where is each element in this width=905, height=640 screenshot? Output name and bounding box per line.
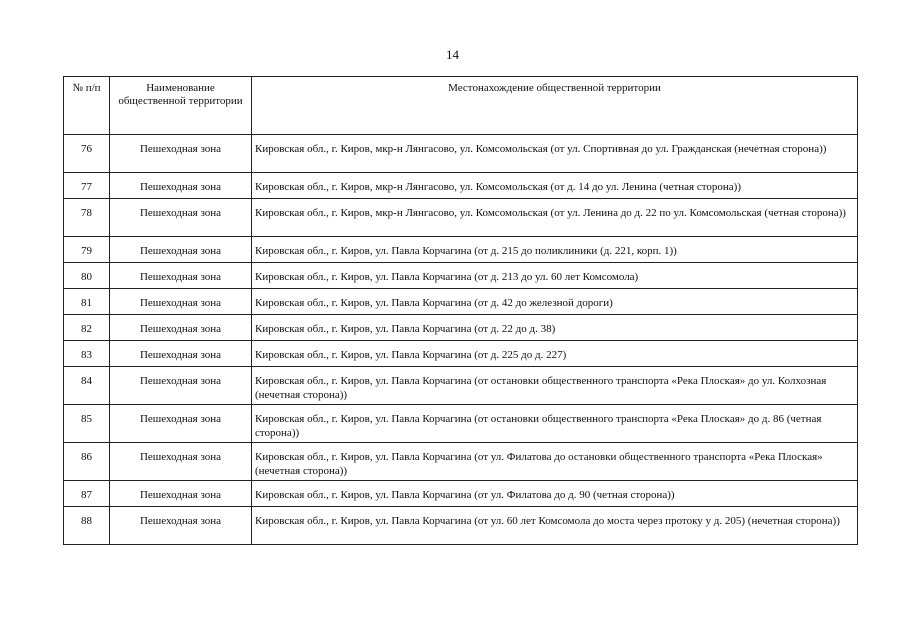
table-row <box>64 263 858 289</box>
row-number: 88 <box>64 507 110 545</box>
row-location: Кировская обл., г. Киров, ул. Павла Корчагина (от ул. Филатова до д. 90 (четная сторона)) <box>252 481 858 507</box>
row-name: Пешеходная зона <box>110 481 252 507</box>
row-number: 85 <box>64 405 110 443</box>
row-name: Пешеходная зона <box>110 443 252 481</box>
row-location: Кировская обл., г. Киров, ул. Павла Корчагина (от д. 225 до д. 227) <box>252 341 858 367</box>
table-row <box>64 237 858 263</box>
row-name: Пешеходная зона <box>110 263 252 289</box>
table-row <box>64 405 858 443</box>
row-location: Кировская обл., г. Киров, ул. Павла Корчагина (от ул. Филатова до остановки общественного транспорта «Река Плоская» (нечетная сторона)) <box>252 443 858 481</box>
row-number: 82 <box>64 315 110 341</box>
row-name: Пешеходная зона <box>110 367 252 405</box>
table-row <box>64 315 858 341</box>
row-name: Пешеходная зона <box>110 199 252 237</box>
row-number: 80 <box>64 263 110 289</box>
row-location: Кировская обл., г. Киров, мкр-н Лянгасово, ул. Комсомольская (от ул. Спортивная до ул. Гражданская (нечетная сторона)) <box>252 135 858 173</box>
row-location: Кировская обл., г. Киров, ул. Павла Корчагина (от ул. 60 лет Комсомола до моста через протоку у д. 205) (нечетная сторона)) <box>252 507 858 545</box>
row-location: Кировская обл., г. Киров, ул. Павла Корчагина (от д. 213 до ул. 60 лет Комсомола) <box>252 263 858 289</box>
row-name: Пешеходная зона <box>110 507 252 545</box>
table-row <box>64 341 858 367</box>
row-location: Кировская обл., г. Киров, ул. Павла Корчагина (от д. 215 до поликлиники (д. 221, корп. 1)) <box>252 237 858 263</box>
row-location: Кировская обл., г. Киров, ул. Павла Корчагина (от остановки общественного транспорта «Река Плоская» до ул. Колхозная (нечетная сторона)) <box>252 367 858 405</box>
row-number: 87 <box>64 481 110 507</box>
row-name: Пешеходная зона <box>110 173 252 199</box>
header-row <box>64 77 858 135</box>
table-row <box>64 173 858 199</box>
page-number: 14 <box>446 47 459 62</box>
row-number: 79 <box>64 237 110 263</box>
row-name: Пешеходная зона <box>110 135 252 173</box>
header-number: № п/п <box>64 77 110 135</box>
table-row <box>64 367 858 405</box>
row-name: Пешеходная зона <box>110 405 252 443</box>
row-name: Пешеходная зона <box>110 289 252 315</box>
row-number: 77 <box>64 173 110 199</box>
table-row <box>64 199 858 237</box>
table-row <box>64 135 858 173</box>
row-number: 86 <box>64 443 110 481</box>
row-location: Кировская обл., г. Киров, ул. Павла Корчагина (от остановки общественного транспорта «Река Плоская» до д. 86 (четная сторона)) <box>252 405 858 443</box>
row-number: 76 <box>64 135 110 173</box>
row-name: Пешеходная зона <box>110 341 252 367</box>
row-number: 81 <box>64 289 110 315</box>
table-row <box>64 507 858 545</box>
row-location: Кировская обл., г. Киров, ул. Павла Корчагина (от д. 22 до д. 38) <box>252 315 858 341</box>
row-number: 84 <box>64 367 110 405</box>
header-location: Местонахождение общественной территории <box>252 77 858 135</box>
table-row <box>64 443 858 481</box>
row-location: Кировская обл., г. Киров, ул. Павла Корчагина (от д. 42 до железной дороги) <box>252 289 858 315</box>
row-name: Пешеходная зона <box>110 315 252 341</box>
row-name: Пешеходная зона <box>110 237 252 263</box>
row-location: Кировская обл., г. Киров, мкр-н Лянгасово, ул. Комсомольская (от д. 14 до ул. Ленина (четная сторона)) <box>252 173 858 199</box>
table-row <box>64 481 858 507</box>
table-row <box>64 289 858 315</box>
row-number: 78 <box>64 199 110 237</box>
table-header <box>64 77 858 135</box>
row-location: Кировская обл., г. Киров, мкр-н Лянгасово, ул. Комсомольская (от ул. Ленина до д. 22 по ул. Комсомольская (четная сторона)) <box>252 199 858 237</box>
territories-table <box>63 76 858 545</box>
table-body <box>64 135 858 545</box>
row-number: 83 <box>64 341 110 367</box>
header-name: Наименование общественной территории <box>110 77 252 135</box>
